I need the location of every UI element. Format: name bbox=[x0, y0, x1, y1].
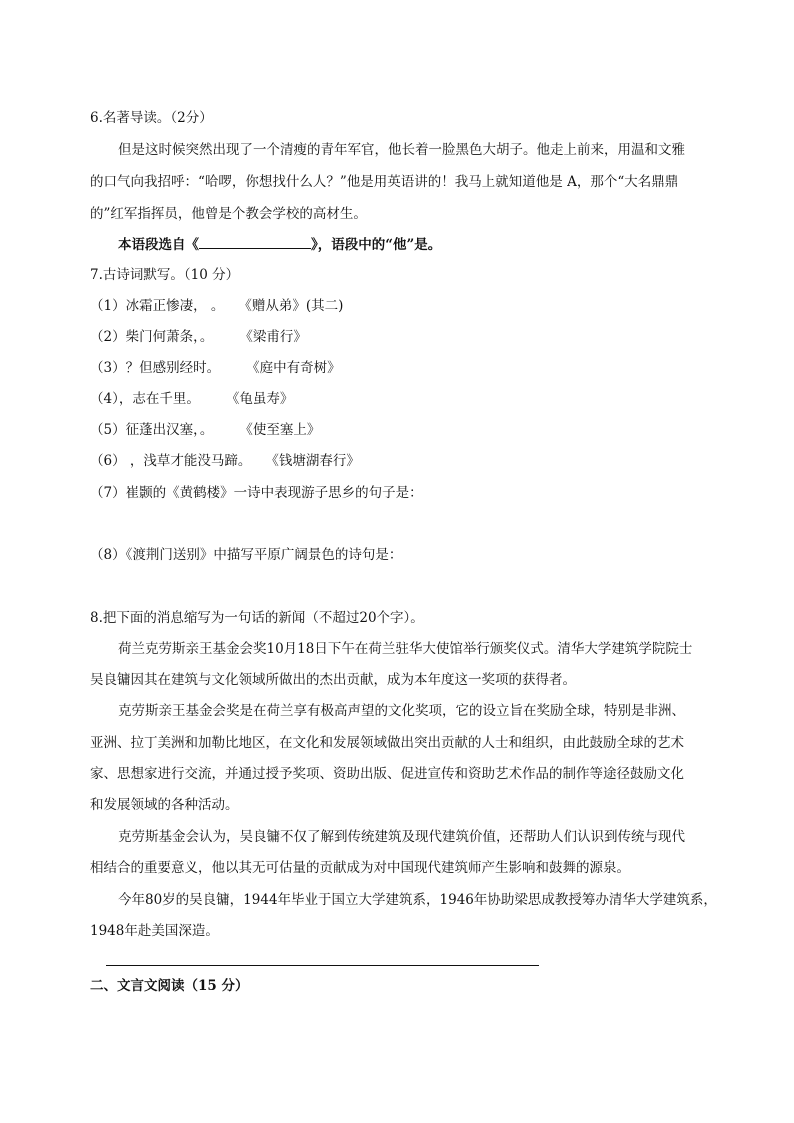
poem-item-4 bbox=[90, 389, 710, 409]
news-line-2: 吴良镛因其在建筑与文化领域所做出的杰出贡献，成为本年度这一奖项的获得者。 bbox=[90, 672, 576, 688]
poem-item-source: 《使至塞上》 bbox=[239, 422, 321, 438]
q6-question-part-a: 本语段选自《 bbox=[118, 237, 199, 253]
poem-item-source: 《赠从弟》(其二) bbox=[238, 298, 344, 314]
q6-title: 6.名著导读。（2分） bbox=[90, 110, 213, 126]
poem-item-text: （3）？但感别经时。 bbox=[90, 360, 221, 376]
answer-line[interactable] bbox=[106, 965, 539, 966]
section-2-title: 二、文言文阅读（15 分） bbox=[90, 978, 249, 994]
poem-item-text: （5）征蓬出汉塞，。 bbox=[90, 422, 214, 438]
news-line-3: 克劳斯亲王基金会奖是在荷兰享有极高声望的文化奖项，它的设立旨在奖励全球，特别是非洲、 bbox=[118, 703, 685, 719]
news-line-9: 今年80岁的吴良镛，1944年毕业于国立大学建筑系，1946年协助梁思成教授筹办清华大学建筑系， bbox=[118, 892, 717, 908]
q6-question-part-b: 》，语段中的“他”是。 bbox=[311, 237, 442, 253]
poem-item-source: 《庭中有奇树》 bbox=[246, 360, 341, 376]
poem-item-8: （8）《渡荆门送别》中描写平原广阔景色的诗句是： bbox=[90, 547, 403, 563]
poem-item-text: （1）冰霜正惨凄， 。 bbox=[90, 298, 225, 314]
news-line-1: 荷兰克劳斯亲王基金会奖10月18日下午在荷兰驻华大使馆举行颁奖仪式。清华大学建筑学院院士 bbox=[118, 641, 693, 657]
q6-passage-line-1: 但是这时候突然出现了一个清瘦的青年军官，他长着一脸黑色大胡子。他走上前来，用温和文雅 bbox=[118, 142, 685, 158]
poem-item-2 bbox=[90, 327, 710, 347]
poem-item-5 bbox=[90, 420, 710, 440]
news-line-5: 家、思想家进行交流，并通过授予奖项、资助出版、促进宣传和资助艺术作品的制作等途径鼓励文化 bbox=[90, 766, 684, 782]
news-line-7: 克劳斯基金会认为，吴良镛不仅了解到传统建筑及现代建筑价值，还帮助人们认识到传统与现代 bbox=[118, 829, 685, 845]
poem-item-1 bbox=[90, 296, 710, 316]
poem-item-7: （7）崔颢的《黄鹤楼》一诗中表现游子思乡的句子是： bbox=[90, 485, 423, 501]
poem-item-source: 《梁甫行》 bbox=[239, 329, 307, 345]
news-line-8: 相结合的重要意义，他以其无可估量的贡献成为对中国现代建筑师产生影响和鼓舞的源泉。 bbox=[90, 860, 630, 876]
q8-title: 8.把下面的消息缩写为一句话的新闻（不超过20个字）。 bbox=[90, 610, 424, 626]
poem-item-6 bbox=[90, 451, 710, 471]
q6-question bbox=[118, 235, 738, 255]
q7-title: 7.古诗词默写。（10 分） bbox=[90, 267, 240, 283]
poem-item-3 bbox=[90, 358, 710, 378]
q6-passage-line-2: 的口气向我招呼：“哈啰，你想找什么人？”他是用英语讲的！我马上就知道他是 A，那个“大名鼎鼎 bbox=[90, 174, 679, 190]
poem-item-source: 《龟虽寿》 bbox=[225, 391, 294, 407]
news-line-6: 和发展领域的各种活动。 bbox=[90, 797, 239, 813]
poem-item-source: 《钱塘湖春行》 bbox=[265, 453, 360, 469]
news-line-10: 1948年赴美国深造。 bbox=[90, 923, 219, 939]
news-line-4: 亚洲、拉丁美洲和加勒比地区，在文化和发展领域做出突出贡献的人士和组织，由此鼓励全球的艺术 bbox=[90, 735, 684, 751]
poem-item-text: （4），志在千里。 bbox=[90, 391, 200, 407]
book-title-blank[interactable] bbox=[199, 236, 311, 249]
poem-item-text: （2）柴门何萧条，。 bbox=[90, 329, 214, 345]
q6-passage-line-3: 的”红军指挥员，他曾是个教会学校的高材生。 bbox=[90, 206, 367, 222]
poem-item-text: （6） ，浅草才能没马蹄。 bbox=[90, 453, 252, 469]
